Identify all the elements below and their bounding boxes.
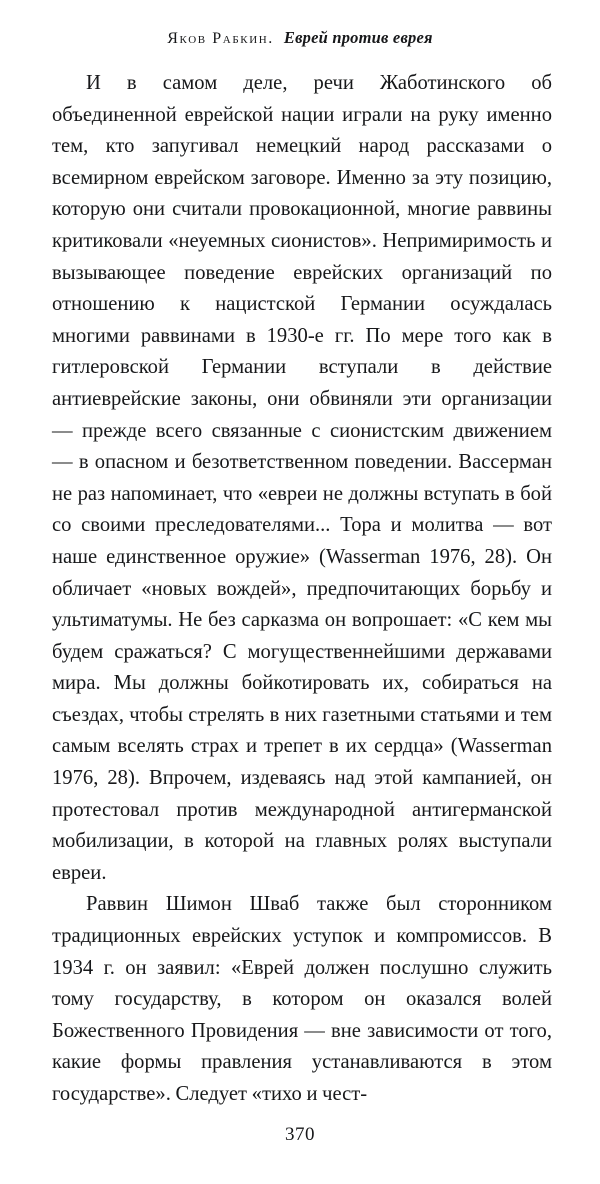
paragraph-1: И в самом деле, речи Жаботинского об объединенной еврейской нации играли на руку именно тем, кто запугивал немецкий народ рассказами о всемирном еврейском заговоре. Именно за эту позицию, которую они считали провокационной, многие раввины критиковали «неуемных сионистов». Непримиримость и вызывающее поведение еврейских организаций по отношению к нацистской Германии осуждалась многими раввинами в 1930-е гг. По мере того как в гитлеровской Германии вступали в действие антиеврейские законы, они обвиняли эти организации — прежде всего связанные с сионистским движением — в опасном и безответственном поведении. Вассерман не раз напоминает, что «евреи не должны вступать в бой со своими преследователями... Тора и молитва — вот наше единственное оружие» (Wasserman 1976, 28). Он обличает «новых вождей», предпочитающих борьбу и ультиматумы. Не без сарказма он вопрошает: «С кем мы будем сражаться? С могущественнейшими державами мира. Мы должны бойкотировать их, собираться на съездах, чтобы стрелять в них газетными статьями и тем самым вселять страх и трепет в их сердца» (Wasserman 1976, 28). Впрочем, издеваясь над этой кампанией, он протестовал против международной антигерманской мобилизации, в которой на главных ролях выступали евреи. bbox=[52, 72, 552, 884]
running-head-title: Еврей против еврея bbox=[283, 28, 433, 47]
page-number: 370 bbox=[285, 1124, 315, 1145]
running-head bbox=[0, 28, 600, 49]
paragraph-2: Раввин Шимон Шваб также был сторонником традиционных еврейских уступок и компромиссов. В 1934 г. он заявил: «Еврей должен послушно служить тому государству, в котором он оказался волей Божественного Провидения — вне зависимости от того, какие формы правления устанавливаются в этом государстве». Следует «тихо и чест- bbox=[52, 893, 552, 1105]
running-head-author: Яков Рабкин. bbox=[167, 30, 274, 47]
page-body bbox=[52, 68, 552, 1111]
